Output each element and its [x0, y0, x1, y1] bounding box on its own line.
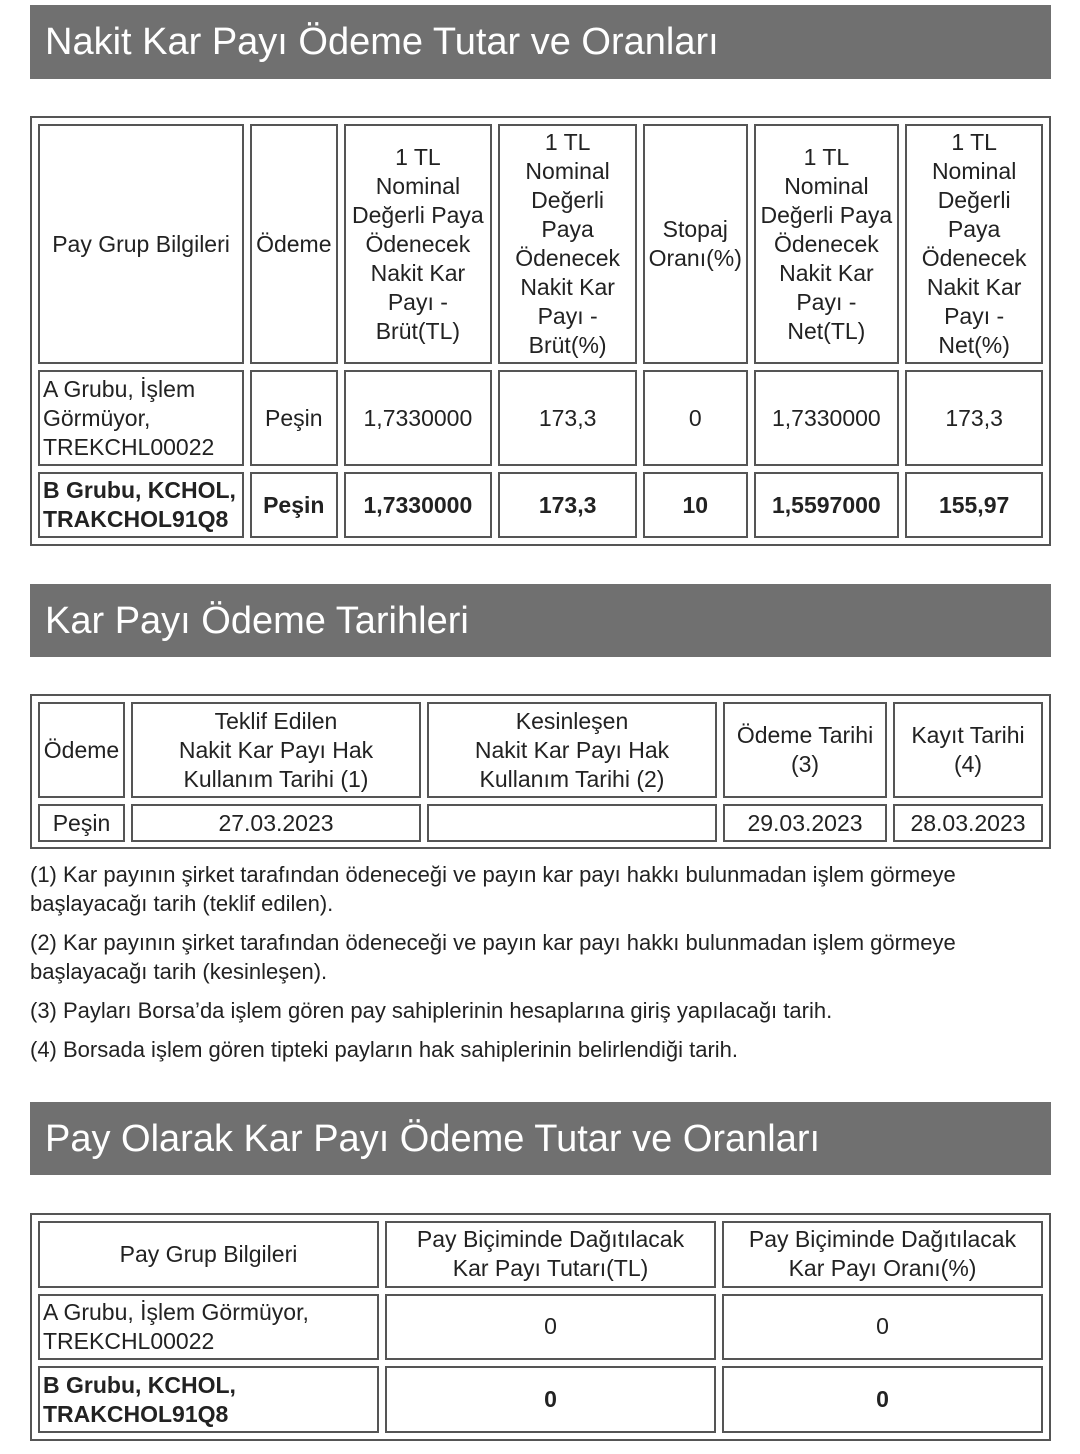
header-cell: Ödeme: [250, 124, 337, 364]
group-info-cell: A Grubu, İşlem Görmüyor, TREKCHL00022: [38, 370, 244, 466]
header-cell: Ödeme Tarihi (3): [723, 702, 887, 798]
gross-tl-cell: 1,7330000: [344, 370, 493, 466]
footnote: (4) Borsada işlem gören tipteki payların hak sahiplerinin belirlendiği tarih.: [30, 1037, 739, 1062]
cash-dividend-table-container: [30, 116, 1051, 546]
table-row: [38, 472, 1043, 538]
footnote: (2) Kar payının şirket tarafından ödeneceği ve payın kar payı hakkı bulunmadan işlem görmeye başlayacağı tarih (kesinleşen).: [30, 930, 956, 984]
header-cell: Stopaj Oranı(%): [643, 124, 748, 364]
payment-cell: Peşin: [38, 804, 125, 842]
header-cell: Pay Grup Bilgileri: [38, 124, 244, 364]
table-row: [38, 1366, 1043, 1433]
table-header-row: [38, 124, 1043, 364]
share-amount-cell: 0: [385, 1366, 716, 1433]
table-row: [38, 370, 1043, 466]
gross-pct-cell: 173,3: [498, 370, 637, 466]
payment-date-cell: 29.03.2023: [723, 804, 887, 842]
header-cell: 1 TL Nominal Değerli Paya Ödenecek Nakit Kar Payı - Net(%): [905, 124, 1043, 364]
final-date-cell: [427, 804, 717, 842]
table-header-row: [38, 702, 1043, 798]
group-info-cell: A Grubu, İşlem Görmüyor, TREKCHL00022: [38, 1294, 379, 1361]
net-pct-cell: 173,3: [905, 370, 1043, 466]
net-tl-cell: 1,5597000: [754, 472, 900, 538]
header-cell: 1 TL Nominal Değerli Paya Ödenecek Nakit Kar Payı - Net(TL): [754, 124, 900, 364]
header-cell: Kesinleşen Nakit Kar Payı Hak Kullanım Tarihi (2): [427, 702, 717, 798]
table-row: [38, 804, 1043, 842]
gross-pct-cell: 173,3: [498, 472, 637, 538]
table-row: [38, 1294, 1043, 1361]
header-cell: Kayıt Tarihi (4): [893, 702, 1043, 798]
withholding-cell: 0: [643, 370, 748, 466]
header-cell: Pay Grup Bilgileri: [38, 1221, 379, 1288]
cash-dividend-table: [32, 118, 1049, 544]
payment-dates-section-title: Kar Payı Ödeme Tarihleri: [30, 584, 1051, 657]
share-dividend-table: [32, 1215, 1049, 1439]
header-cell: 1 TL Nominal Değerli Paya Ödenecek Nakit Kar Payı - Brüt(%): [498, 124, 637, 364]
offered-date-cell: 27.03.2023: [131, 804, 421, 842]
payment-dates-table-container: [30, 694, 1051, 849]
payment-cell: Peşin: [250, 472, 337, 538]
record-date-cell: 28.03.2023: [893, 804, 1043, 842]
footnote: (1) Kar payının şirket tarafından ödeneceği ve payın kar payı hakkı bulunmadan işlem görmeye başlayacağı tarih (teklif edilen).: [30, 862, 956, 916]
table-header-row: [38, 1221, 1043, 1288]
header-cell: Teklif Edilen Nakit Kar Payı Hak Kullanım Tarihi (1): [131, 702, 421, 798]
share-dividend-section-title: Pay Olarak Kar Payı Ödeme Tutar ve Oranları: [30, 1102, 1051, 1175]
cash-dividend-section-title: Nakit Kar Payı Ödeme Tutar ve Oranları: [30, 5, 1051, 79]
footnotes: [30, 860, 1030, 1074]
header-cell: Pay Biçiminde Dağıtılacak Kar Payı Oranı(%): [722, 1221, 1043, 1288]
group-info-cell: B Grubu, KCHOL, TRAKCHOL91Q8: [38, 1366, 379, 1433]
footnote: (3) Payları Borsa’da işlem gören pay sahiplerinin hesaplarına giriş yapılacağı tarih.: [30, 998, 833, 1023]
share-ratio-cell: 0: [722, 1366, 1043, 1433]
header-cell: Ödeme: [38, 702, 125, 798]
gross-tl-cell: 1,7330000: [344, 472, 493, 538]
share-dividend-table-container: [30, 1213, 1051, 1441]
group-info-cell: B Grubu, KCHOL, TRAKCHOL91Q8: [38, 472, 244, 538]
payment-dates-table: [32, 696, 1049, 848]
net-pct-cell: 155,97: [905, 472, 1043, 538]
header-cell: Pay Biçiminde Dağıtılacak Kar Payı Tutarı(TL): [385, 1221, 716, 1288]
withholding-cell: 10: [643, 472, 748, 538]
header-cell: 1 TL Nominal Değerli Paya Ödenecek Nakit Kar Payı - Brüt(TL): [344, 124, 493, 364]
net-tl-cell: 1,7330000: [754, 370, 900, 466]
payment-cell: Peşin: [250, 370, 337, 466]
share-amount-cell: 0: [385, 1294, 716, 1361]
share-ratio-cell: 0: [722, 1294, 1043, 1361]
